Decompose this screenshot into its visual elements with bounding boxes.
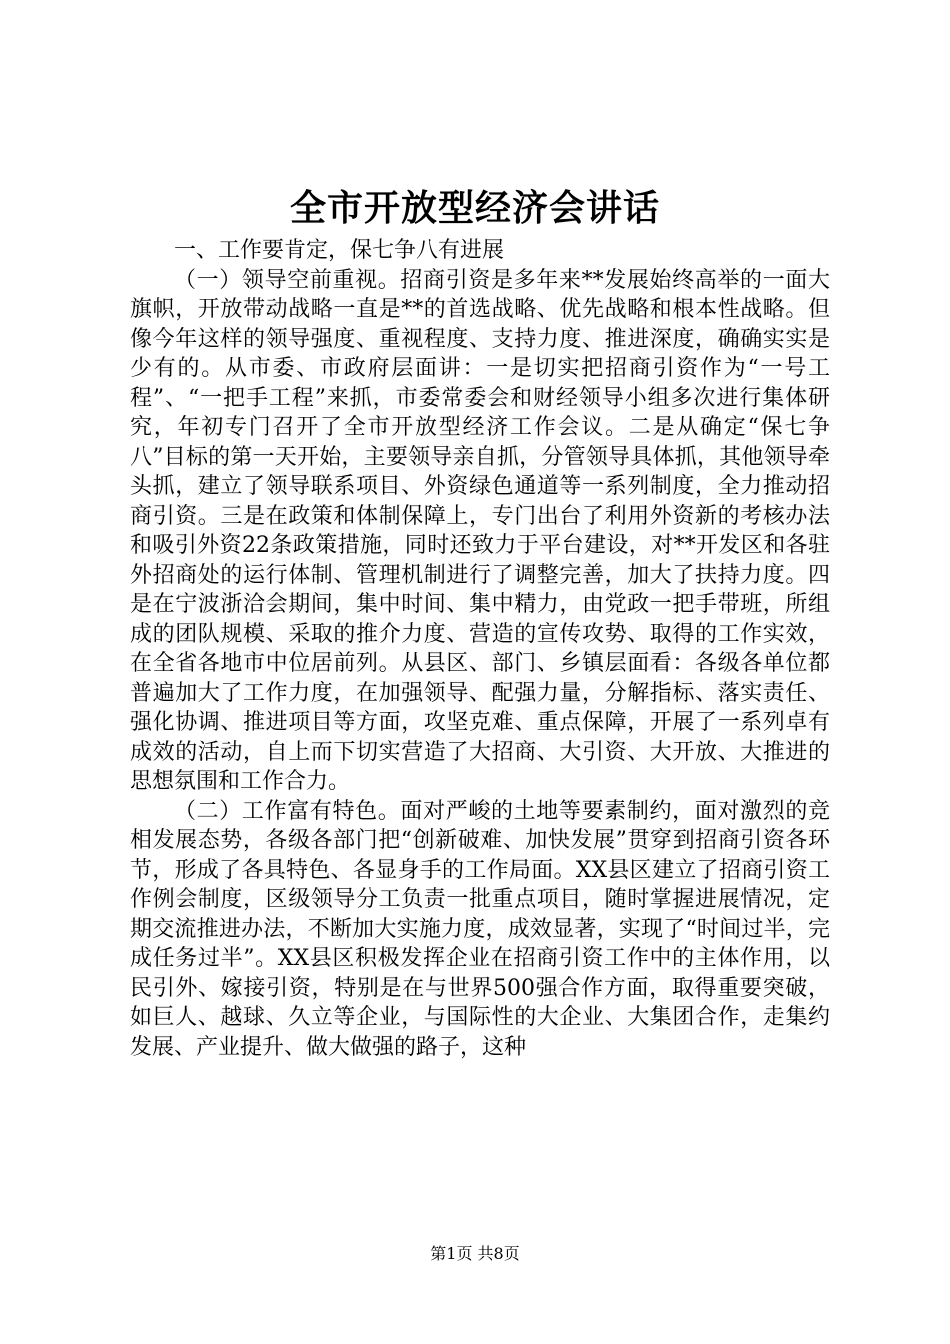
paragraph-2: （二）工作富有特色。面对严峻的土地等要素制约，面对激烈的竞相发展态势，各级各部门把“创新破难、加快发展”贯穿到招商引资各环节，形成了各具特色、各显身手的工作局面。XX县区建立了招商引资工作例会制度，区级领导分工负责一批重点项目，随时掌握进展情况，定期交流推进办法，不断加大实施力度，成效显著，实现了“时间过半，完成任务过半”。XX县区积极发挥企业在招商引资工作中的主体作用，以民引外、嫁接引资，特别是在与世界500强合作方面，取得重要突破，如巨人、越球、久立等企业，与国际性的大企业、大集团合作，走集约发展、产业提升、做大做强的路子，这种 bbox=[130, 798, 830, 1060]
document-body bbox=[130, 236, 830, 1062]
paragraph-1: （一）领导空前重视。招商引资是多年来**发展始终高举的一面大旗帜，开放带动战略一直是**的首选战略、优先战略和根本性战略。但像今年这样的领导强度、重视程度、支持力度、推进深度，确确实实是少有的。从市委、市政府层面讲：一是切实把招商引资作为“一号工程”、“一把手工程”来抓，市委常委会和财经领导小组多次进行集体研究，年初专门召开了全市开放型经济工作会议。二是从确定“保七争八”目标的第一天开始，主要领导亲自抓，分管领导具体抓，其他领导牵头抓，建立了领导联系项目、外资绿色通道等一系列制度，全力推动招商引资。三是在政策和体制保障上，专门出台了利用外资新的考核办法和吸引外资22条政策措施，同时还致力于平台建设，对**开发区和各驻外招商处的运行体制、管理机制进行了调整完善，加大了扶持力度。四是在宁波浙洽会期间，集中时间、集中精力，由党政一把手带班，所组成的团队规模、采取的推介力度、营造的宣传攻势、取得的工作实效，在全省各地市中位居前列。从县区、部门、乡镇层面看：各级各单位都普遍加大了工作力度，在加强领导、配强力量，分解指标、落实责任、强化协调、推进项目等方面，攻坚克难、重点保障，开展了一系列卓有成效的活动，自上而下切实营造了大招商、大引资、大开放、大推进的思想氛围和工作合力。 bbox=[130, 267, 830, 794]
section-heading: 一、工作要肯定，保七争八有进展 bbox=[174, 238, 505, 263]
page-footer: 第1页 共8页 bbox=[430, 1244, 520, 1263]
document-title: 全市开放型经济会讲话 bbox=[289, 188, 660, 229]
